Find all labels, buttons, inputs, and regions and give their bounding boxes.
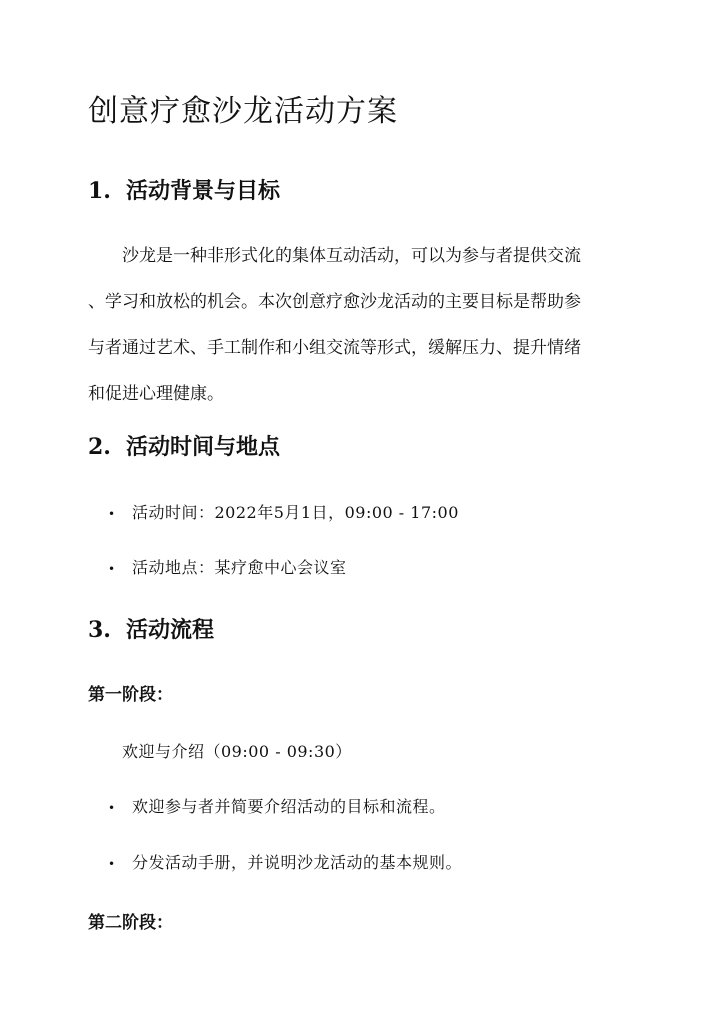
stage-label-1: 第一阶段： (88, 685, 173, 705)
paragraph-line: 与者通过艺术、手工制作和小组交流等形式，缓解压力、提升情绪 (88, 338, 581, 358)
background-paragraph (88, 233, 633, 417)
list-item-text: 欢迎参与者并简要介绍活动的目标和流程。 (132, 797, 446, 816)
section-number: 2. (88, 434, 111, 460)
section-heading-1 (88, 174, 280, 205)
paragraph-line: 和促进心理健康。 (88, 384, 224, 404)
list-item-text: 活动时间：2022年5月1日，09:00 - 17:00 (132, 503, 459, 522)
bullet-icon: • (108, 800, 116, 815)
section-title: 活动时间与地点 (126, 434, 281, 460)
stage-item: 欢迎与介绍（09:00 - 09:30） (122, 742, 352, 761)
section-number: 1. (88, 178, 111, 204)
section-title: 活动背景与目标 (126, 178, 281, 204)
list-item (108, 500, 459, 523)
section-title: 活动流程 (126, 617, 215, 643)
list-item-text: 活动地点：某疗愈中心会议室 (132, 558, 347, 577)
section-heading-3 (88, 613, 214, 644)
list-item (108, 555, 347, 578)
section-number: 3. (88, 617, 111, 643)
stage-label-2: 第二阶段： (88, 913, 173, 933)
bullet-icon: • (108, 856, 116, 871)
bullet-icon: • (108, 506, 116, 521)
list-item (108, 794, 446, 817)
section-heading-2 (88, 430, 280, 461)
document-title: 创意疗愈沙龙活动方案 (88, 94, 398, 129)
paragraph-line: 、学习和放松的机会。本次创意疗愈沙龙活动的主要目标是帮助参 (88, 292, 581, 312)
bullet-icon: • (108, 561, 116, 576)
paragraph-line: 沙龙是一种非形式化的集体互动活动，可以为参与者提供交流 (122, 246, 581, 266)
list-item (108, 850, 462, 873)
list-item-text: 分发活动手册，并说明沙龙活动的基本规则。 (132, 853, 463, 872)
